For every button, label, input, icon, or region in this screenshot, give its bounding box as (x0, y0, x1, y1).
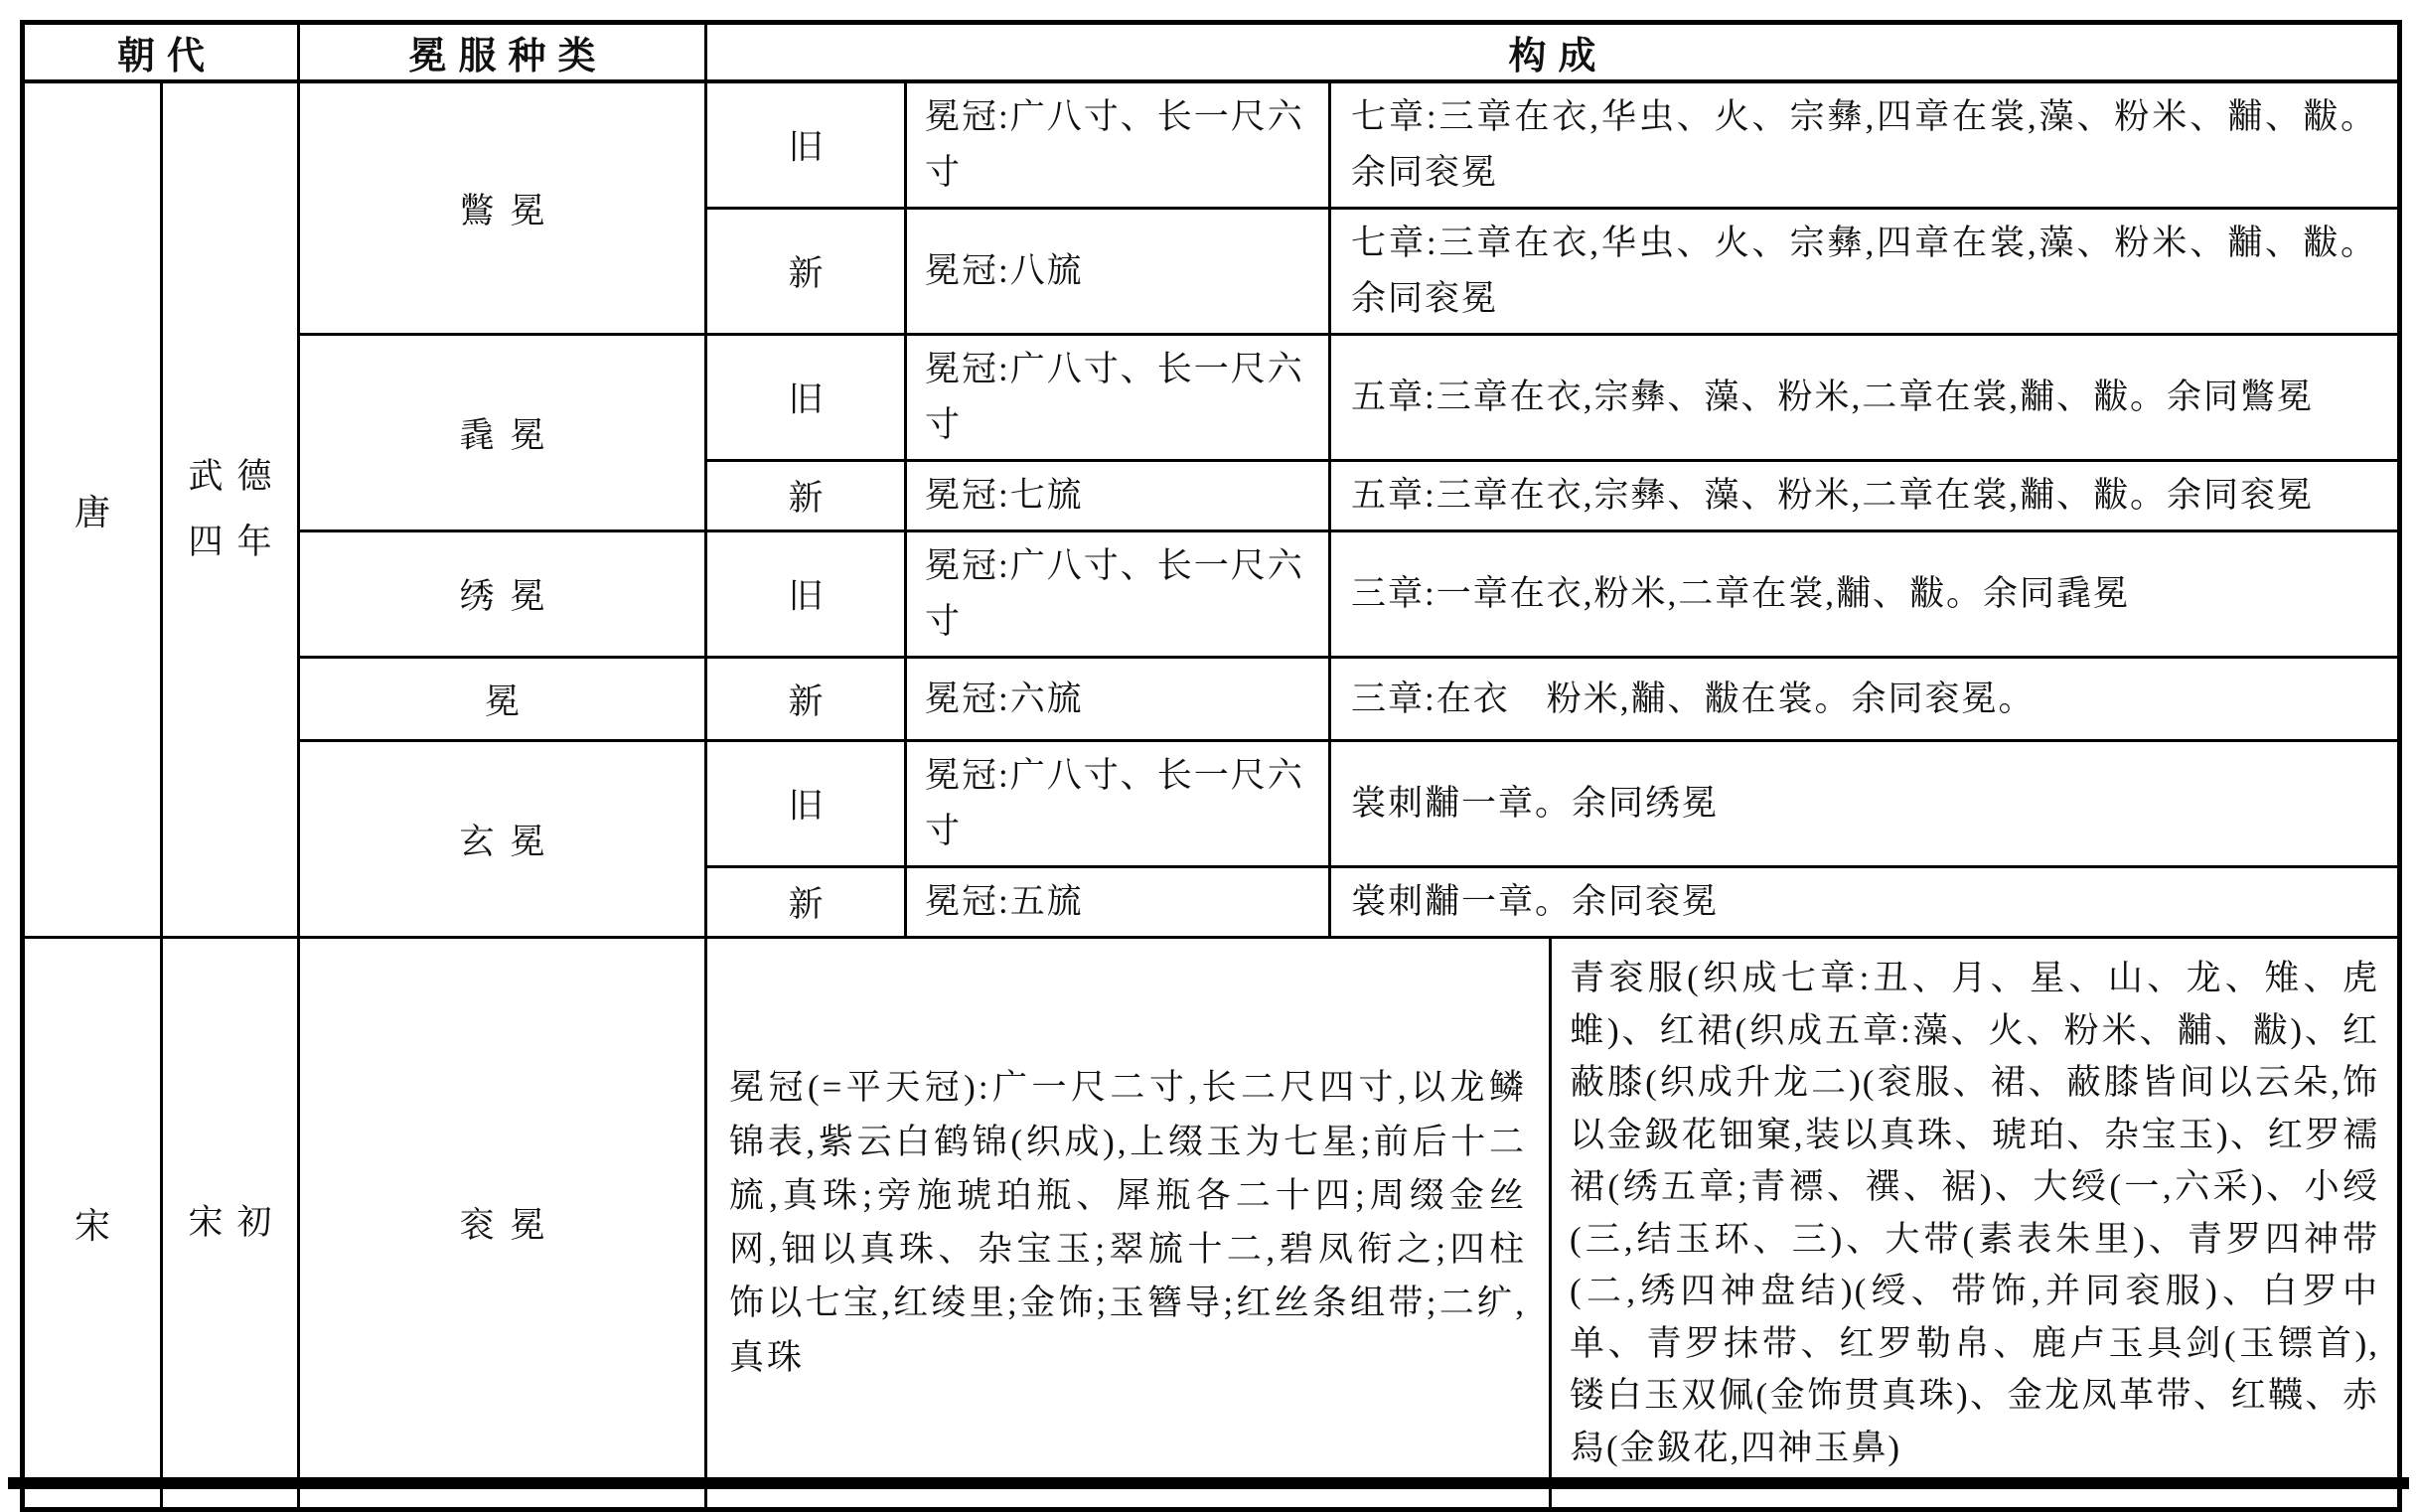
mianfu-composition-table (20, 20, 2402, 1512)
table-header-row (23, 23, 2400, 82)
cell-crown: 冕冠:广八寸、长一尺六寸 (906, 531, 1330, 658)
cell-dynasty-song: 宋 (23, 938, 162, 1510)
cell-crown: 冕冠:八旈 (906, 209, 1330, 335)
cell-type-gunmian: 衮冕 (299, 938, 706, 1510)
cell-age: 新 (706, 867, 906, 938)
cell-crown: 冕冠:广八寸、长一尺六寸 (906, 741, 1330, 867)
table-row (23, 741, 2400, 867)
table-row (23, 531, 2400, 658)
cell-age: 旧 (706, 81, 906, 209)
cell-era-songchu (162, 938, 299, 1510)
cell-crown: 冕冠:七旈 (906, 461, 1330, 531)
era-line-1: 武德 (188, 456, 286, 496)
cell-crown: 冕冠:六旈 (906, 658, 1330, 741)
cell-composition: 三章:一章在衣,粉米,二章在裳,黼、黻。余同毳冕 (1330, 531, 2400, 658)
cell-type-xiumian: 绣冕 (299, 531, 706, 658)
cell-era-wude (162, 81, 299, 938)
cell-composition: 五章:三章在衣,宗彝、藻、粉米,二章在裳,黼、黻。余同鷩冕 (1330, 335, 2400, 461)
cell-composition: 七章:三章在衣,华虫、火、宗彝,四章在裳,藻、粉米、黼、黻。余同衮冕 (1330, 81, 2400, 209)
cell-composition: 裳刺黼一章。余同绣冕 (1330, 741, 2400, 867)
header-dynasty: 朝代 (23, 23, 299, 82)
cell-song-crown-description: 冕冠(=平天冠):广一尺二寸,长二尺四寸,以龙鳞锦表,紫云白鹤锦(织成),上缀玉为七星;前后十二旈,真珠;旁施琥珀瓶、犀瓶各二十四;周缀金丝网,钿以真珠、杂宝玉;翠旈十二,碧凤衔之;四柱饰以七宝,红绫里;金饰;玉簪导;红丝条组带;二纩,真珠 (706, 938, 1551, 1510)
cell-type-xuanmian: 玄冕 (299, 741, 706, 938)
cell-dynasty-tang: 唐 (23, 81, 162, 938)
era-line-2: 四年 (188, 523, 286, 561)
cell-crown: 冕冠:广八寸、长一尺六寸 (906, 335, 1330, 461)
cell-type-mian: 冕 (299, 658, 706, 741)
cell-age: 旧 (706, 741, 906, 867)
cell-crown: 冕冠:广八寸、长一尺六寸 (906, 81, 1330, 209)
era-song: 宋初 (188, 1202, 286, 1242)
table-row (23, 81, 2400, 209)
header-composition: 构成 (706, 23, 2400, 82)
cell-age: 新 (706, 658, 906, 741)
table-row-song (23, 938, 2400, 1510)
cell-type-cuimian: 毳冕 (299, 335, 706, 531)
cell-age: 新 (706, 209, 906, 335)
bottom-double-rule (8, 1477, 2409, 1489)
cell-song-garment-description: 青衮服(织成七章:丑、月、星、山、龙、雉、虎蜼)、红裙(织成五章:藻、火、粉米、黼、黻)、红蔽膝(织成升龙二)(衮服、裙、蔽膝皆间以云朵,饰以金鈒花钿窠,装以真珠、琥珀、杂宝玉)、红罗襦裙(绣五章;青褾、襈、裾)、大绶(一,六采)、小绶(三,结玉环、三)、大带(素表朱里)、青罗四神带(二,绣四神盘结)(绶、带饰,并同衮服)、白罗中单、青罗抹带、红罗勒帛、鹿卢玉具剑(玉镖首),镂白玉双佩(金饰贯真珠)、金龙凤革带、红韈、赤舄(金鈒花,四神玉鼻) (1551, 938, 2400, 1510)
cell-type-bimian: 鷩冕 (299, 81, 706, 335)
cell-crown: 冕冠:五旈 (906, 867, 1330, 938)
cell-composition: 裳刺黼一章。余同衮冕 (1330, 867, 2400, 938)
cell-composition: 五章:三章在衣,宗彝、藻、粉米,二章在裳,黼、黻。余同衮冕 (1330, 461, 2400, 531)
cell-age: 新 (706, 461, 906, 531)
cell-composition: 三章:在衣 粉米,黼、黻在裳。余同衮冕。 (1330, 658, 2400, 741)
table-row (23, 335, 2400, 461)
cell-age: 旧 (706, 531, 906, 658)
header-mianfu-type: 冕服种类 (299, 23, 706, 82)
cell-composition: 七章:三章在衣,华虫、火、宗彝,四章在裳,藻、粉米、黼、黻。余同衮冕 (1330, 209, 2400, 335)
cell-age: 旧 (706, 335, 906, 461)
table-row (23, 658, 2400, 741)
